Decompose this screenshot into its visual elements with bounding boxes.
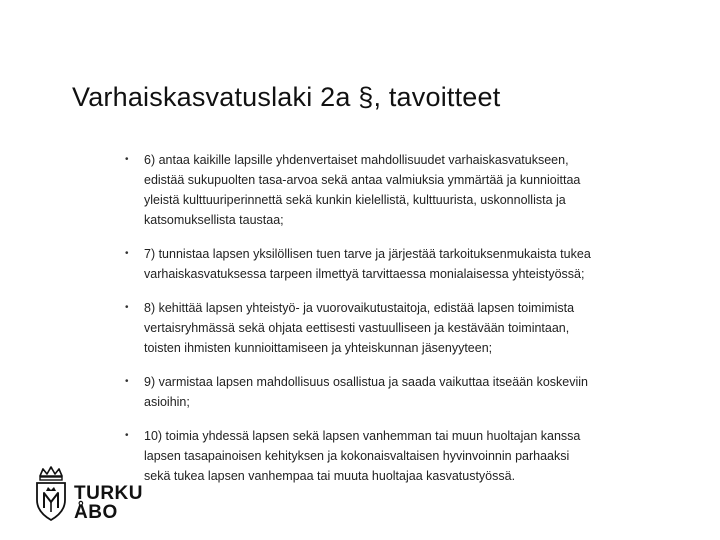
bullet-text-line: varhaiskasvatuksessa tarpeen ilmettyä tarvittaessa monialaisessa yhteistyössä; [144, 267, 585, 281]
bullet-marker: • [125, 248, 129, 259]
bullet-text-line: lapsen tasapainoisen kehityksen ja kokonaisvaltaisen hyvinvoinnin parhaaksi [144, 449, 570, 463]
bullet-text-line: vertaisryhmässä sekä ohjata eettisesti vastuulliseen ja kestävään toimintaan, [144, 321, 570, 335]
bullet-list [116, 150, 676, 500]
bullet-text-line: 10) toimia yhdessä lapsen sekä lapsen vanhemman tai muun huoltajan kanssa [144, 429, 581, 443]
turku-logo [34, 466, 144, 522]
bullet-text-line: 9) varmistaa lapsen mahdollisuus osallistua ja saada vaikuttaa itseään koskeviin [144, 375, 588, 389]
list-item [116, 426, 676, 486]
bullet-text-line: edistää sukupuolten tasa-arvoa sekä antaa valmiuksia ymmärtää ja kunnioittaa [144, 173, 581, 187]
logo-wordmark [74, 484, 143, 522]
bullet-marker: • [125, 154, 129, 165]
bullet-text-line: katsomuksellista taustaa; [144, 213, 284, 227]
list-item [116, 150, 676, 230]
bullet-text-line: sekä tukea lapsen vanhempaa tai muuta huoltajaa kasvatustyössä. [144, 469, 516, 483]
list-item [116, 298, 676, 358]
logo-text-turku: TURKU [74, 483, 143, 504]
bullet-text-line: asioihin; [144, 395, 190, 409]
bullet-text-line: yleistä kulttuuriperinnettä sekä kunkin kielellistä, kulttuurista, uskonnollista ja [144, 193, 566, 207]
bullet-marker: • [125, 302, 129, 313]
slide-title: Varhaiskasvatuslaki 2a §, tavoitteet [72, 82, 501, 112]
logo-text-abo: ÅBO [74, 502, 118, 523]
list-item [116, 372, 676, 412]
bullet-text-line: 6) antaa kaikille lapsille yhdenvertaiset mahdollisuudet varhaiskasvatukseen, [144, 153, 569, 167]
list-item [116, 244, 676, 284]
bullet-text-line: 8) kehittää lapsen yhteistyö- ja vuorovaikutustaitoja, edistää lapsen toimimista [144, 301, 575, 315]
bullet-text-line: 7) tunnistaa lapsen yksilöllisen tuen tarve ja järjestää tarkoituksenmukaista tukea [144, 247, 591, 261]
turku-coat-of-arms-icon [34, 466, 68, 522]
bullet-text-line: toisten ihmisten kunnioittamiseen ja yhteiskunnan jäsenyyteen; [144, 341, 493, 355]
bullet-marker: • [125, 430, 129, 441]
bullet-marker: • [125, 376, 129, 387]
